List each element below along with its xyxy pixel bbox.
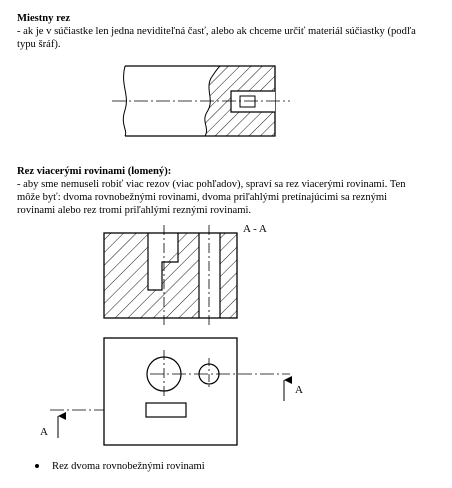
section-text-line: - ak je v súčiastke len jedna neviditeľná časť, alebo ak chceme určiť materiál súčiastky (podľa <box>17 26 416 37</box>
figure-section-a-a <box>104 225 237 326</box>
section-heading-local-section: Miestny rez <box>17 13 71 24</box>
section-text-line: - aby sme nemuseli robiť viac rezov (viac pohľadov), spraví sa rez viacerými rovinami. Ten <box>17 179 406 190</box>
figure-local-section <box>112 66 290 136</box>
section-label-a-a: A - A <box>243 223 267 235</box>
section-heading-multi-plane-section: Rez viacerými rovinami (lomený): <box>17 166 172 177</box>
bullet-dot <box>35 464 39 468</box>
figure-front-view <box>50 338 290 445</box>
bullet-item: Rez dvoma rovnobežnými rovinami <box>52 461 205 472</box>
arrow-label-right: A <box>295 384 303 396</box>
arrow-label-left: A <box>40 426 48 438</box>
section-text-line: typu šráf). <box>17 39 61 50</box>
section-text-line: rovinami alebo rez tromi priľahlými reznými rovinami. <box>17 205 252 216</box>
section-text-line: môže byť: dvoma rovnobežnými rovinami, dvoma priľahlými pretínajúcimi sa reznými <box>17 192 388 203</box>
